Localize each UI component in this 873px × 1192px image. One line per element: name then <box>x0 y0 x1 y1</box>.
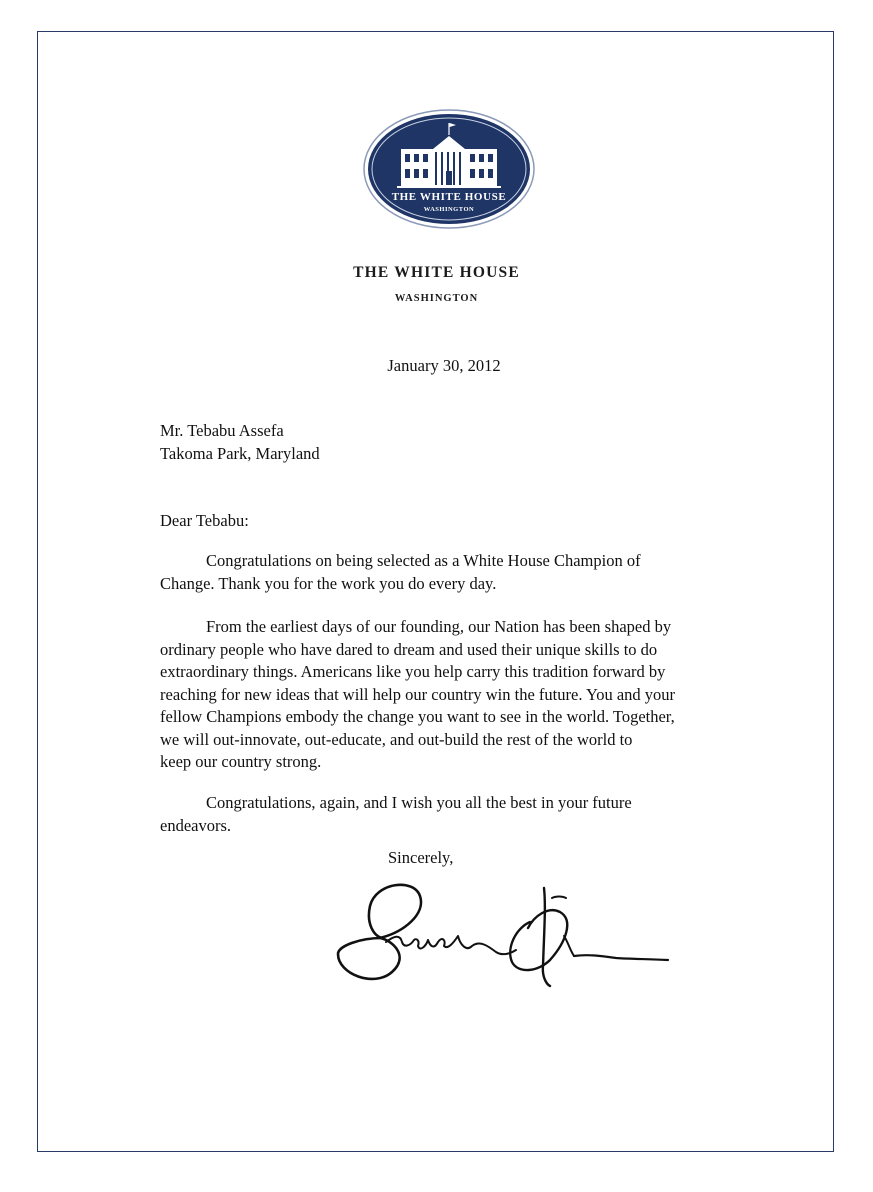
closing: Sincerely, <box>388 848 454 867</box>
paragraph-line: Congratulations, again, and I wish you all the best in your future <box>206 793 632 812</box>
seal-title: THE WHITE HOUSE <box>391 191 507 203</box>
seal-subtitle: WASHINGTON <box>423 206 475 213</box>
paragraph-line: ordinary people who have dared to dream and used their unique skills to do <box>160 639 658 659</box>
paragraph-line: Congratulations on being selected as a White House Champion of <box>206 551 641 570</box>
paragraph-line: keep our country strong. <box>160 752 322 771</box>
paragraph-line: From the earliest days of our founding, our Nation has been shaped by <box>206 617 672 636</box>
paragraph-line: we will out-innovate, out-educate, and out-build the rest of the world to <box>160 729 633 749</box>
recipient-block <box>160 420 760 465</box>
white-house-seal-logo <box>363 109 535 229</box>
salutation: Dear Tebabu: <box>160 511 249 530</box>
letter-date: January 30, 2012 <box>387 356 501 375</box>
paragraph-line: reaching for new ideas that will help our country win the future. You and your <box>160 684 676 704</box>
recipient-name: Mr. Tebabu Assefa <box>160 421 284 440</box>
paragraph-line: Change. Thank you for the work you do every day. <box>160 573 497 593</box>
recipient-location: Takoma Park, Maryland <box>160 443 320 463</box>
paragraph-1 <box>160 550 760 595</box>
paragraph-line: fellow Champions embody the change you want to see in the world. Together, <box>160 707 675 726</box>
handwritten-signature <box>330 876 675 994</box>
paragraph-line: endeavors. <box>160 815 232 835</box>
letterhead-subtitle: WASHINGTON <box>394 293 479 304</box>
paragraph-2 <box>160 616 760 774</box>
letterhead-title: THE WHITE HOUSE <box>353 264 520 281</box>
paragraph-line: extraordinary things. Americans like you help carry this tradition forward by <box>160 662 666 681</box>
paragraph-3 <box>160 792 760 837</box>
